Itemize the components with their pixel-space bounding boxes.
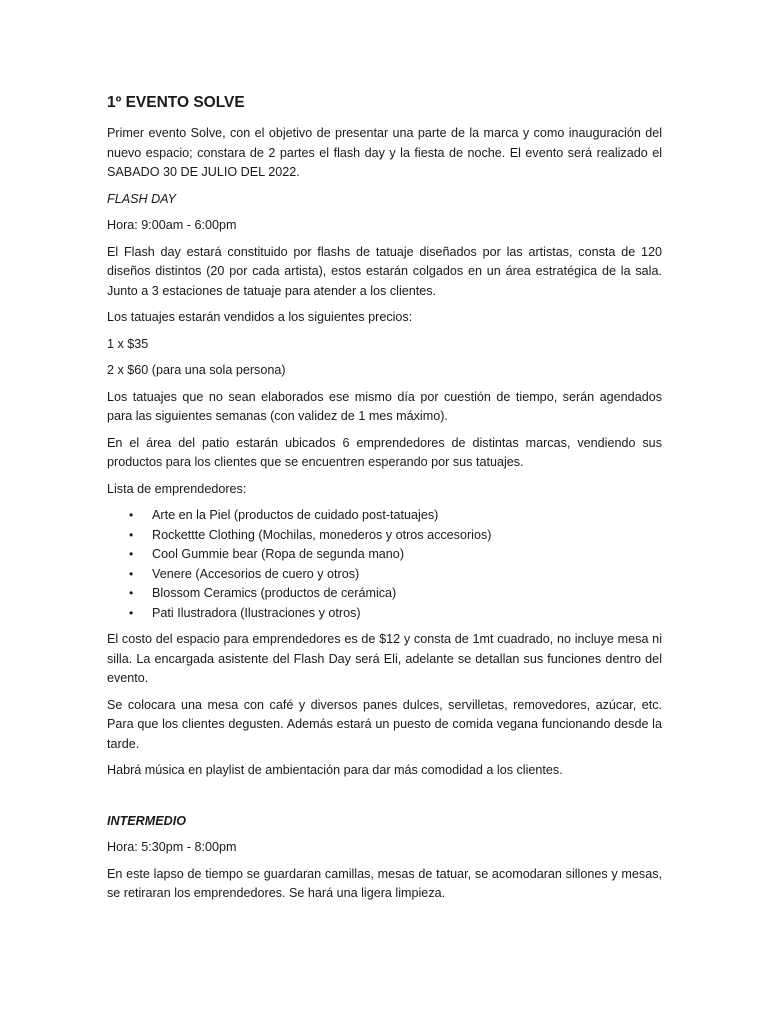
price-double: 2 x $60 (para una sola persona) xyxy=(107,363,286,377)
cost-paragraph: El costo del espacio para emprendedores es de $12 y consta de 1mt cuadrado, no incluye mesa ni silla. La encargada asistente del Flash Day será Eli, adelante se detallan sus funciones dentro del evento. xyxy=(107,632,662,685)
prices-intro: Los tatuajes estarán vendidos a los siguientes precios: xyxy=(107,310,413,324)
music-paragraph: Habrá música en playlist de ambientación para dar más comodidad a los clientes. xyxy=(107,763,563,777)
scheduling-paragraph: Los tatuajes que no sean elaborados ese mismo día por cuestión de tiempo, serán agendados para las siguientes semanas (con validez de 1 mes máximo). xyxy=(107,389,662,423)
entrepreneurs-list-title: Lista de emprendedores: xyxy=(107,481,247,496)
intermedio-heading: INTERMEDIO xyxy=(107,813,187,828)
list-item xyxy=(129,604,662,624)
intermedio-description: En este lapso de tiempo se guardaran camillas, mesas de tatuar, se acomodaran sillones y mesas, se retiraran los emprendedores. Se hará una ligera limpieza. xyxy=(107,866,662,900)
list-item-text: Venere (Accesorios de cuero y otros) xyxy=(152,566,360,581)
list-item xyxy=(129,584,662,604)
list-item-text: Rockettte Clothing (Mochilas, monederos y otros accesorios) xyxy=(152,527,492,542)
bullet-icon: • xyxy=(129,586,134,600)
document-page xyxy=(107,92,662,911)
bullet-icon: • xyxy=(129,566,134,581)
list-item-text: Arte en la Piel (productos de cuidado post-tatuajes) xyxy=(152,508,439,522)
price-single: 1 x $35 xyxy=(107,336,149,351)
bullet-icon: • xyxy=(129,547,134,561)
bullet-icon: • xyxy=(129,527,134,542)
patio-paragraph: En el área del patio estarán ubicados 6 emprendedores de distintas marcas, vendiendo sus productos para los clientes que se encuentren esperando por sus tatuajes. xyxy=(107,435,662,469)
bullet-icon: • xyxy=(129,508,134,522)
flash-day-description: El Flash day estará constituido por flashs de tatuaje diseñados por las artistas, consta de 120 diseños distintos (20 por cada artista), estos estarán colgados en un área estratégica de la sala. Junto a 3 estaciones de tatuaje para atender a los clientes. xyxy=(107,244,662,298)
list-item-text: Blossom Ceramics (productos de cerámica) xyxy=(152,586,397,600)
document-title: 1º EVENTO SOLVE xyxy=(107,94,245,111)
list-item-text: Cool Gummie bear (Ropa de segunda mano) xyxy=(152,547,405,561)
flash-day-heading: FLASH DAY xyxy=(107,191,177,206)
intro-paragraph: Primer evento Solve, con el objetivo de presentar una parte de la marca y como inauguración del nuevo espacio; constara de 2 partes el flash day y la fiesta de noche. El evento será realizado el SABADO 30 DE JULIO DEL 2022. xyxy=(107,126,662,179)
list-item xyxy=(129,565,662,585)
section-spacer xyxy=(107,788,662,812)
list-item xyxy=(129,506,662,526)
list-item xyxy=(129,545,662,565)
intermedio-hours: Hora: 5:30pm - 8:00pm xyxy=(107,840,237,854)
entrepreneurs-list xyxy=(107,506,662,623)
list-item-text: Pati Ilustradora (Ilustraciones y otros) xyxy=(152,605,361,620)
bullet-icon: • xyxy=(129,605,134,620)
food-paragraph: Se colocara una mesa con café y diversos panes dulces, servilletas, removedores, azúcar, etc. Para que los clientes degusten. Además estará un puesto de comida vegana funcionando desde la tarde. xyxy=(107,697,662,751)
flash-day-hours: Hora: 9:00am - 6:00pm xyxy=(107,218,237,232)
list-item xyxy=(129,526,662,546)
